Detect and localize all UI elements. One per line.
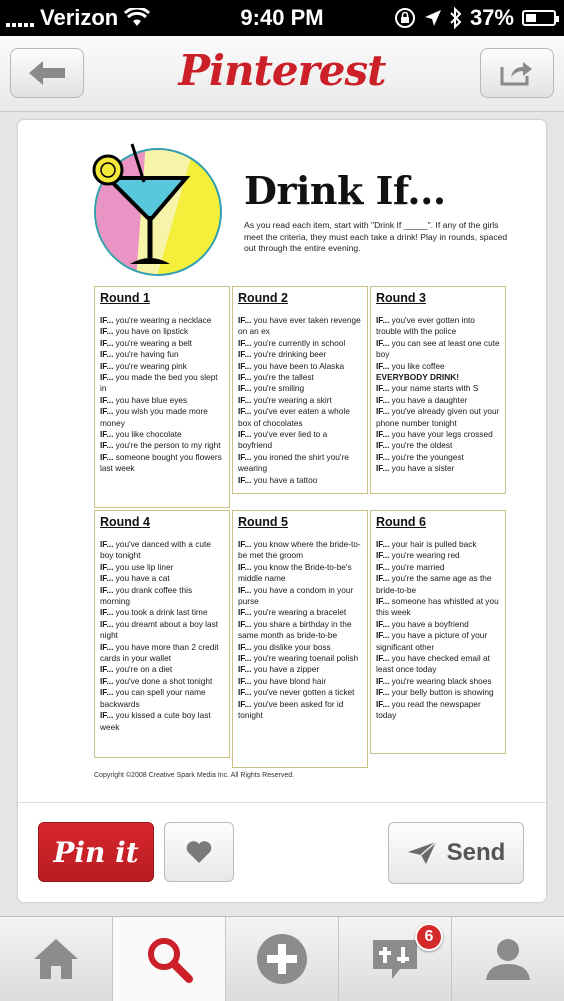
round-item: IF... you're wearing a skirt [238, 394, 332, 405]
share-icon [499, 59, 535, 87]
tab-add[interactable] [226, 917, 339, 1001]
profile-icon [484, 936, 532, 982]
round-item: IF... you have a daughter [376, 394, 468, 405]
round-box [232, 510, 368, 768]
navigation-bar [0, 36, 564, 112]
round-item: IF... you have a cat [100, 573, 170, 584]
paper-plane-icon [407, 840, 437, 866]
news-icon [370, 937, 420, 981]
round-item: IF... you're the oldest [376, 440, 453, 451]
status-bar [0, 0, 564, 36]
battery-percent: 37% [469, 5, 514, 30]
round-item: IF... you have blue eyes [100, 394, 188, 405]
share-button[interactable] [480, 48, 554, 98]
round-item: IF... you made the bed you slept in [100, 372, 218, 394]
pin-title: Drink If... [244, 168, 446, 213]
like-button[interactable] [164, 822, 234, 882]
round-item: IF... you've ever gotten into trouble with the police [376, 315, 475, 337]
round-item: IF... you read the newspaper today [376, 698, 481, 721]
clock: 9:40 PM [240, 5, 324, 30]
round-item: IF... you're wearing a belt [100, 337, 192, 348]
round-item: IF... you can spell your name backwards [100, 687, 206, 709]
cocktail-illustration [86, 140, 226, 280]
round-title: Round 3 [376, 291, 426, 305]
pin-it-button[interactable]: Pin it [38, 822, 154, 882]
round-item: IF... you dreamt about a boy last night [100, 618, 219, 641]
round-item: IF... you have on lipstick [100, 326, 189, 337]
round-item: IF... you've ever lied to a boyfriend [238, 429, 328, 451]
search-icon [145, 935, 193, 983]
divider [18, 802, 546, 803]
round-items [376, 539, 500, 722]
round-item: EVERYBODY DRINK! [376, 372, 459, 383]
round-items [238, 539, 362, 722]
tab-news[interactable] [339, 917, 452, 1001]
round-items [376, 315, 500, 475]
tab-search[interactable] [113, 917, 226, 1001]
round-item: IF... someone has whistled at you this week [376, 596, 499, 618]
round-item: IF... you're on a diet [100, 664, 173, 675]
round-item: IF... you know the Bride-to-be's middle name [238, 561, 352, 584]
pin-card [18, 120, 546, 902]
carrier-name: Verizon [40, 5, 119, 30]
round-title: Round 1 [100, 291, 150, 305]
round-item: IF... you're the youngest [376, 451, 464, 462]
round-item: IF... you have been to Alaska [238, 360, 345, 371]
send-button[interactable] [388, 822, 524, 884]
round-item: IF... you have a condom in your purse [238, 584, 354, 607]
add-icon [256, 933, 308, 985]
round-item: IF... you like coffee [376, 360, 445, 371]
round-item: IF... you like chocolate [100, 429, 182, 440]
bluetooth-icon [450, 7, 462, 29]
round-item: IF... you drank coffee this morning [100, 584, 193, 607]
round-item: IF... you know where the bride-to-be met the groom [238, 539, 361, 561]
round-item: IF... you have checked email at least once today [376, 653, 490, 675]
round-item: IF... you have your legs crossed [376, 429, 493, 440]
round-item: IF... you have a zipper [238, 664, 320, 675]
round-item: IF... you wish you made more money [100, 406, 208, 428]
pin-image[interactable] [36, 120, 528, 802]
tab-bar [0, 916, 564, 1001]
round-item: IF... you're smiling [238, 383, 305, 394]
round-box [94, 286, 230, 508]
send-label: Send [446, 839, 506, 866]
round-item: IF... you've ever eaten a whole box of chocolates [238, 406, 350, 428]
round-title: Round 5 [238, 515, 288, 529]
tab-profile[interactable] [452, 917, 564, 1001]
round-item: IF... you're wearing a bracelet [238, 607, 347, 618]
rotation-lock-icon [394, 7, 416, 29]
round-item: IF... you dislike your boss [238, 641, 331, 652]
round-item: IF... you use lip liner [100, 561, 174, 572]
round-item: IF... you're wearing a necklace [100, 315, 212, 325]
round-item: IF... you've been asked for id tonight [238, 698, 344, 721]
round-item: IF... you've already given out your phone number tonight [376, 406, 500, 428]
round-items [100, 539, 224, 733]
round-item: IF... you're the person to my right [100, 440, 221, 451]
round-item: IF... you're wearing pink [100, 360, 187, 371]
round-item: IF... you have ever taken revenge on an ex [238, 315, 361, 337]
round-items [100, 315, 224, 475]
round-title: Round 2 [238, 291, 288, 305]
round-item: IF... you ironed the shirt you're wearing [238, 451, 349, 474]
round-item: IF... you're currently in school [238, 337, 346, 348]
pin-intro: As you read each item, start with "Drink If _____". If any of the girls meet the criteria, they must each take a drink! Play in rounds, spaced out through the entire evening. [244, 220, 508, 253]
round-item: IF... you're the tallest [238, 372, 314, 383]
round-item: IF... you're wearing toenail polish [238, 653, 359, 664]
round-box [94, 510, 230, 758]
battery-fill [526, 14, 536, 22]
copyright-text: Copyright ©2008 Creative Spark Media Inc. All Rights Reserved. [94, 772, 295, 779]
round-title: Round 4 [100, 515, 150, 529]
round-item: IF... you have blond hair [238, 675, 327, 686]
round-item: IF... you kissed a cute boy last week [100, 710, 211, 732]
round-item: IF... your hair is pulled back [376, 539, 477, 549]
location-icon [424, 9, 442, 27]
round-items [238, 315, 362, 486]
notification-badge: 6 [415, 923, 443, 951]
round-item: IF... you're married [376, 561, 445, 572]
round-item: IF... you've never gotten a ticket [238, 687, 355, 698]
round-item: IF... your name starts with S [376, 383, 479, 394]
pinterest-logo: Pinterest [178, 46, 386, 95]
round-box [370, 510, 506, 754]
round-item: IF... you're wearing red [376, 550, 460, 561]
round-title: Round 6 [376, 515, 426, 529]
round-item: IF... your belly button is showing [376, 687, 494, 698]
tab-home[interactable] [0, 917, 113, 1001]
round-item: IF... you've done a shot tonight [100, 675, 213, 686]
round-box [232, 286, 368, 494]
round-item: IF... someone bought you flowers last week [100, 451, 222, 474]
round-item: IF... you share a birthday in the same month as bride-to-be [238, 618, 352, 641]
battery-icon [522, 10, 556, 26]
round-item: IF... you can see at least one cute boy [376, 337, 500, 360]
round-item: IF... you took a drink last time [100, 607, 208, 618]
heart-icon [185, 839, 213, 865]
round-item: IF... you have a sister [376, 463, 455, 474]
home-icon [32, 937, 80, 981]
round-item: IF... you have more than 2 credit cards in your wallet [100, 641, 219, 664]
round-item: IF... you're the same age as the bride-to-be [376, 573, 492, 595]
round-item: IF... you have a picture of your significant other [376, 630, 488, 652]
round-item: IF... you're having fun [100, 349, 179, 360]
round-item: IF... you have a boyfriend [376, 618, 469, 629]
round-box [370, 286, 506, 494]
round-item: IF... you have a tattoo [238, 474, 318, 485]
round-item: IF... you're drinking beer [238, 349, 327, 360]
round-item: IF... you're wearing black shoes [376, 675, 492, 686]
round-item: IF... you've danced with a cute boy tonight [100, 539, 211, 561]
